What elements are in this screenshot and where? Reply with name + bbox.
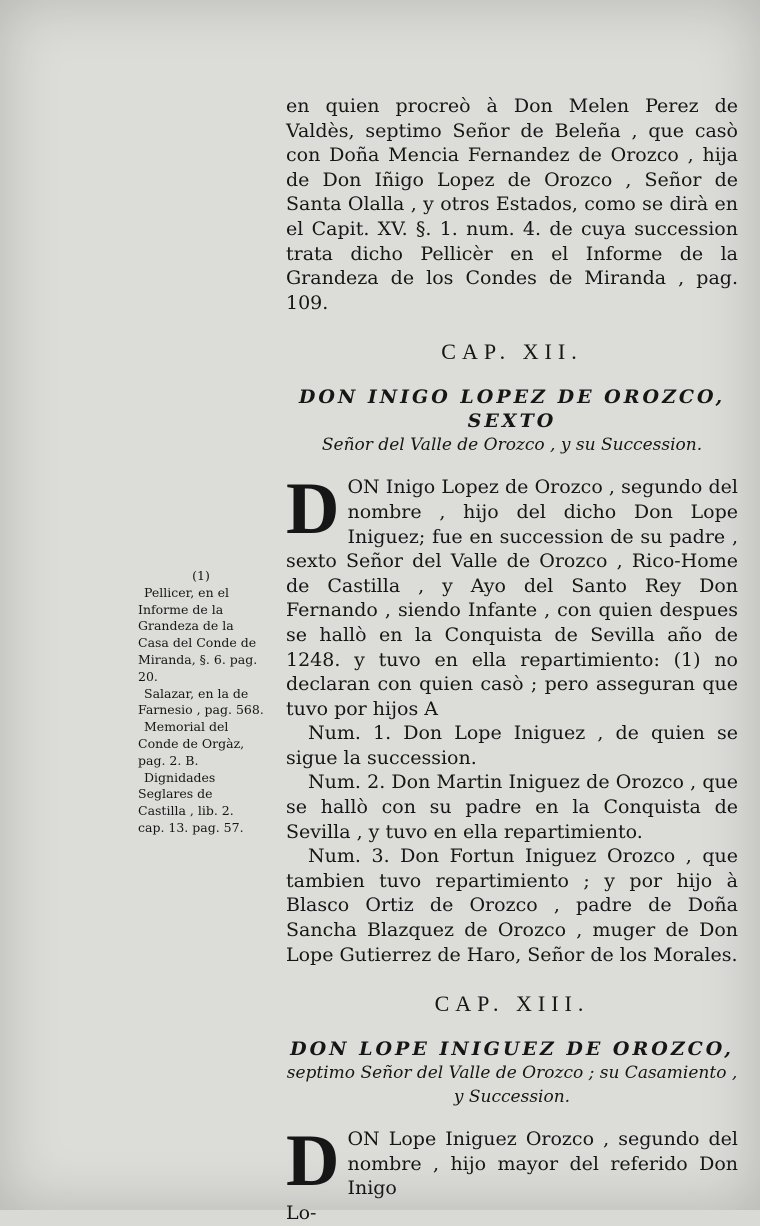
chapter-12-heading-name: DON INIGO LOPEZ DE OROZCO, SEXTO: [298, 386, 726, 433]
chapter-12-first-paragraph: [286, 468, 738, 721]
chapter-13-para1-text: ON Lope Iniguez Orozco , segundo del nombre , hijo mayor del referido Don Inigo: [347, 1128, 738, 1200]
margin-note-line: Memorial del Conde de Orgàz, pag. 2. B.: [138, 719, 245, 768]
margin-note-line: Pellicer, en el Informe de la Grandeza de la Casa del Conde de Miranda, §. 6. pag. 20.: [138, 584, 258, 684]
chapter-13-first-paragraph: [286, 1120, 738, 1203]
margin-note-line: Dignidades Seglares de Castilla , lib. 2. cap. 13. pag. 57.: [138, 769, 244, 835]
catchword: Lo-: [286, 1202, 317, 1224]
footnote-mark: (1): [192, 568, 210, 583]
chapter-13-heading-sub: septimo Señor del Valle de Orozco ; su Casamiento , y Succession.: [286, 1063, 738, 1108]
drop-cap: D: [286, 1120, 340, 1203]
chapter-12-title: CAP. XII.: [441, 339, 583, 365]
chapter-12-heading: [286, 385, 738, 457]
num-3-paragraph: Num. 3. Don Fortun Iniguez Orozco , que tambien tuvo repartimiento ; y por hijo à Blasco Ortiz de Orozco , padre de Doña Sancha Blazquez de Orozco , muger de Don Lope Gutierrez de Haro, Señor de los Morales.: [286, 845, 738, 966]
intro-paragraph: en quien procreò à Don Melen Perez de Valdès, septimo Señor de Beleña , que casò con Doña Mencia Fernandez de Orozco , hija de Don Iñigo Lopez de Orozco , Señor de Santa Olalla , y otros Estados, como se dirà en el Capit. XV. §. 1. num. 4. de cuya succession trata dicho Pellicèr en el Informe de la Grandeza de los Condes de Miranda , pag. 109.: [286, 95, 738, 314]
drop-cap: D: [286, 468, 340, 551]
main-text-column: [286, 94, 738, 1226]
chapter-12-para1-text: ON Inigo Lopez de Orozco , segundo del nombre , hijo del dicho Don Lope Iniguez; fue en succession de su padre , sexto Señor del Valle de Orozco , Rico-Home de Castilla , y Ayo del Santo Rey Don Fernando , siendo Infante , con quien despues se hallò en la Conquista de Sevilla año de 1248. y tuvo en ella repartimiento: (1) no declaran con quien casò ; pero asseguran que tuvo por hijos A: [286, 476, 738, 720]
margin-note-line: Salazar, en la de Farnesio , pag. 568.: [138, 685, 264, 718]
chapter-13-title: CAP. XIII.: [434, 991, 590, 1017]
num-1-paragraph: Num. 1. Don Lope Iniguez , de quien se sigue la succession.: [286, 722, 738, 769]
margin-note: [138, 568, 264, 837]
chapter-13-heading: [286, 1037, 738, 1109]
num-2-paragraph: Num. 2. Don Martin Iniguez de Orozco , que se hallò con su padre en la Conquista de Sevilla , y tuvo en ella repartimiento.: [286, 771, 738, 843]
chapter-12-heading-sub: Señor del Valle de Orozco , y su Succession.: [321, 435, 703, 456]
chapter-13-heading-name: DON LOPE INIGUEZ DE OROZCO,: [290, 1038, 734, 1061]
